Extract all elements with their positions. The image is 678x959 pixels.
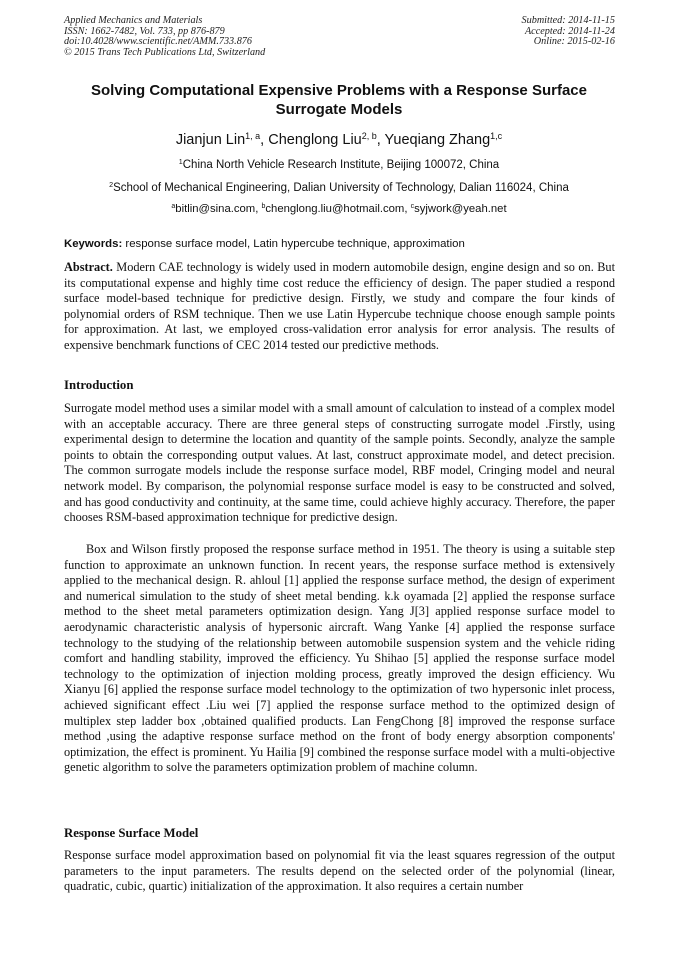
keywords-text: response surface model, Latin hypercube technique, approximation	[122, 238, 465, 250]
paper-title: Solving Computational Expensive Problems with a Response Surface Surrogate Models	[91, 82, 587, 118]
abstract-label: Abstract.	[64, 260, 113, 274]
author-name: Yueqiang Zhang	[384, 132, 491, 148]
journal-copyright: © 2015 Trans Tech Publications Ltd, Switzerland	[64, 46, 266, 58]
introduction-paragraph-2: Box and Wilson firstly proposed the response surface method in 1951. The theory is using a suitable step function to approximate an unknown function. In recent years, the response surface method is extensively applied to the mechanical design. R. ahloul [1] applied the response surface method, the design of experiment and numerical simulation to the study of sheet metal bending. k.k oyamada [2] applied the response surface method to the sheet metal parameters optimization design. Yang J[3] applied response surface model to aerodynamic characteristic analysis of hypersonic aircraft. Wang Yanke [4] applied the response surface technology to the studying of the relationship between automobile suspension system and the vehicle riding comfort and handling stability, improved the efficiency. Yu Shihao [5] applied the response surface model technology to the optimization of injection molding process, greatly improved the design efficiency. Wu Xianyu [6] applied the response surface model technology to the optimization of two hypersonic inlet process, achieved significant effect .Liu wei [7] applied the response surface method to the optimized design of multiplex step ladder box ,obtained qualified products. Lan FengChong [8] improved the response surface method ,using the adaptive response surface method on the front of body energy absorption components' optimization, the effect is prominent. Yu Hailia [9] combined the response surface model with a multi-objective genetic algorithm to solve the parameters optimization problem of machine column.	[64, 542, 615, 775]
author-name: Jianjun Lin	[175, 132, 246, 148]
affiliation-text: School of Mechanical Engineering, Dalian University of Technology, Dalian 116024, China	[113, 182, 569, 194]
affiliation-2	[64, 181, 614, 195]
journal-header-right	[522, 16, 615, 48]
author-list	[64, 131, 614, 149]
email-link[interactable]: bitlin@sina.com,	[175, 203, 262, 215]
journal-header-left	[64, 16, 265, 58]
abstract-paragraph	[64, 260, 615, 354]
author-affiliation-mark: 1, a	[245, 131, 261, 142]
journal-name: Applied Mechanics and Materials	[64, 15, 203, 26]
submitted-date: Submitted: 2014-11-15	[521, 15, 615, 26]
keywords-line	[64, 237, 616, 251]
rsm-paragraph-1: Response surface model approximation based on polynomial fit via the least squares regression of the output parameters to the input parameters. The results depend on the selected order of the polynomial (linear, quadratic, cubic, quartic) initialization of the approximation. It also requires a certain number	[64, 848, 615, 894]
abstract-text: Modern CAE technology is widely used in modern automobile design, engine design and so on. But its computational expense and highly time cost reduce the efficiency of design. The paper studied a respond surface model-based technique for predictive design. Firstly, we study and compare the four kinds of polynomial orders of RSM technique. Then we use Latin Hypercube technique choose enough sample points for approximation. At last, we employed cross-validation error analysis for error analysis. The results of expensive benchmark functions of CEC 2014 tested our predictive methods.	[64, 260, 615, 352]
author-emails	[64, 202, 614, 216]
rsm-heading: Response Surface Model	[64, 826, 199, 840]
author-name: Chenglong Liu	[268, 132, 362, 148]
author-separator: ,	[376, 132, 385, 148]
affiliation-text: China North Vehicle Research Institute, Beijing 100072, China	[182, 159, 500, 171]
email-mark: c	[410, 203, 415, 211]
introduction-heading: Introduction	[64, 378, 134, 392]
email-mark: b	[261, 203, 266, 211]
accepted-date: Accepted: 2014-11-24	[524, 25, 615, 37]
journal-issn: ISSN: 1662-7482, Vol. 733, pp 876-879	[64, 25, 225, 37]
author-affiliation-mark: 2, b	[361, 131, 377, 142]
email-link[interactable]: syjwork@yeah.net	[414, 203, 507, 215]
keywords-label: Keywords:	[64, 238, 123, 250]
online-date: Online: 2015-02-16	[533, 36, 615, 47]
affiliation-mark: 1	[178, 158, 183, 167]
journal-doi[interactable]: doi:10.4028/www.scientific.net/AMM.733.876	[64, 36, 252, 47]
introduction-paragraph-1: Surrogate model method uses a similar model with a small amount of calculation to instead of a complex model with an acceptable accuracy. There are three general steps of constructing surrogate model .Firstly, using experimental design to determine the location and quantity of the sample points. Secondly, analyze the sample points to obtain the corresponding output values. At last, construct approximate model, and detect precision. The common surrogate models include the response surface model, RBF model, Cringing model and neural network model. By comparison, the polynomial response surface model is easy to be constructed and solved, and has good conductivity and continuity, at the same time, could achieve highly accuracy. Therefore, the paper chooses RSM-based approximation technique for predictive design.	[64, 401, 615, 525]
affiliation-1	[64, 158, 614, 172]
email-link[interactable]: chenglong.liu@hotmail.com,	[265, 203, 411, 215]
author-affiliation-mark: 1,c	[490, 131, 503, 142]
affiliation-mark: 2	[109, 181, 114, 190]
email-mark: a	[171, 203, 176, 211]
author-separator: ,	[260, 132, 269, 148]
